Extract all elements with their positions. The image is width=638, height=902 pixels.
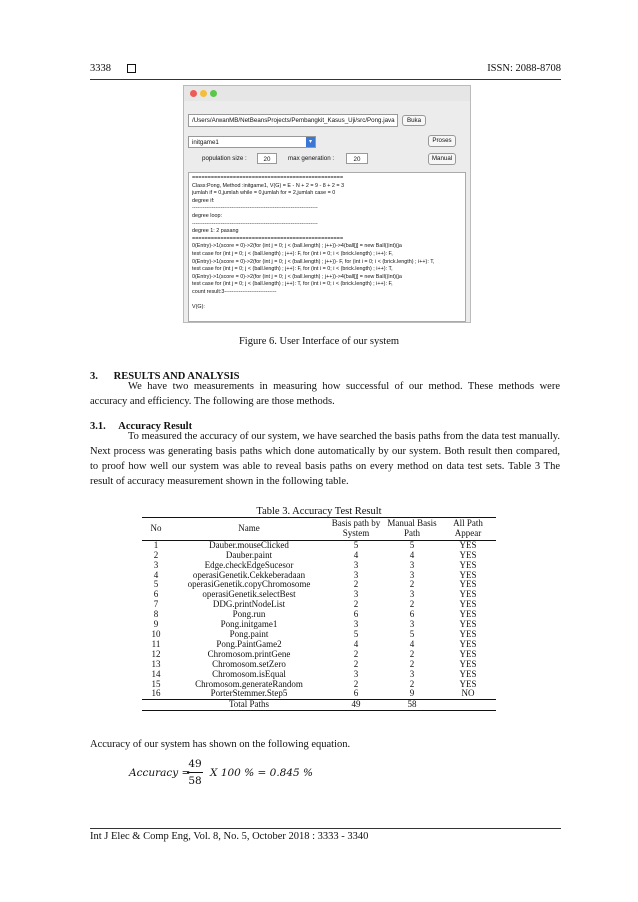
cell-manual: 5 [409,628,415,639]
subsection-paragraph: To measured the accuracy of our system, we have searched the basis paths from the data test manually. Next process was generating basis paths which done automatically by our system. Both result then compared, to proof how well our system was able to reveal basis paths on every method on data test sets. Table 3 The result of accuracy measurement shown in the following table. [90,431,560,487]
cell-no: 6 [153,589,159,600]
cell-name: Pong.PaintGame2 [216,638,282,649]
app-screenshot [183,85,471,323]
equation-denominator: 58 [188,775,202,787]
table-row [142,689,496,699]
cell-name: operasiGenetik.selectBest [202,589,296,600]
output-line: 0(Entry)->1(score = 0)->2(for (int j = 0; j < (ball.length) ; j++))- F, for (int i = 0; i < (brick.length) ; i++): T, [192,258,435,265]
cell-appear: YES [459,579,477,590]
cell-manual: 3 [409,569,415,580]
cell-appear: YES [459,589,477,600]
cell-name: Pong.run [232,609,266,620]
cell-no: 13 [151,658,161,669]
cell-system: 3 [353,569,359,580]
cell-no: 15 [151,678,161,689]
cell-system: 4 [353,638,359,649]
equation-rhs: X 100 % = 0.845 % [210,767,314,779]
checkbox-glyph-icon [119,63,136,74]
cell-no: 1 [153,539,159,550]
table-row [142,650,496,660]
cell-manual: 2 [409,678,415,689]
cell-manual: 6 [409,609,415,620]
cell-appear: YES [459,628,477,639]
table-row [142,660,496,670]
cell-name: Edge.checkEdgeSucesor [204,559,294,570]
cell-no: 2 [153,549,159,560]
cell-no: 16 [151,688,161,699]
cell-name: Dauber.mouseClicked [209,539,289,550]
subsection-heading: 3.1. Accuracy Result [90,421,193,432]
cell-no: 3 [153,559,159,570]
table-row [142,630,496,640]
cell-system: 3 [353,589,359,600]
table-row [142,640,496,650]
cell-appear: YES [459,619,477,630]
fraction-bar [187,772,203,773]
col-manual: Manual Basis Path [384,518,440,541]
table-row [142,620,496,630]
table-row [142,580,496,590]
cell-appear: YES [459,599,477,610]
cell-total-manual: 58 [384,700,440,711]
output-line: Class:Pong, Method :initgame1, V(G) = E - N + 2 = 9 - 8 + 2 = 3 [192,182,345,189]
proses-button[interactable]: Proses [428,135,456,147]
cell-name: Chromosom.printGene [207,648,291,659]
page-number: 3338 [90,63,111,74]
cell-no: 7 [153,599,159,610]
minimize-dot-icon[interactable] [200,90,207,97]
header-rule [90,79,561,80]
col-name: Name [170,518,328,541]
cell-system: 3 [353,668,359,679]
cell-no: 5 [153,579,159,590]
cell-system: 5 [353,628,359,639]
figure-caption: Figure 6. User Interface of our system [238,336,400,347]
cell-total-label: Total Paths [170,700,328,711]
cell-manual: 3 [409,668,415,679]
cell-manual: 3 [409,619,415,630]
table-row [142,540,496,550]
cell-no: 10 [151,628,161,639]
output-line: test case for (int j = 0; j < (ball.length) ; j++): F, for (int i = 0; i < (brick.length) ; i++): T, [192,266,393,273]
cell-appear: YES [459,668,477,679]
cell-manual: 3 [409,559,415,570]
table-row [142,610,496,620]
output-line: ================================================ [192,175,344,181]
issn: ISSN: 2088-8708 [487,63,561,74]
table-header-row [142,518,496,541]
section-heading: 3. RESULTS AND ANALYSIS [90,371,240,382]
output-line: count result:3----------------------------- [192,288,277,295]
file-path-input[interactable]: /Users/ArwanMB/NetBeansProjects/Pembangkit_Kasus_Uji/src/Pong.java [188,114,398,127]
cell-name: DDG.printNodeList [212,599,286,610]
cell-no: 8 [153,609,159,620]
population-label: population size : [202,155,247,162]
cell-no: 4 [153,569,159,580]
col-system: Basis path by System [328,518,384,541]
output-line: 0(Entry)->1(score = 0)->2(for (int j = 0; j < (ball.length) ; j++))->4(ball[j] = new Ball((int)(ja [192,243,402,250]
cell-system: 2 [353,599,359,610]
cell-appear: YES [459,549,477,560]
cell-system: 5 [353,539,359,550]
output-line: test case for (int j = 0; j < (ball.length) ; j++): F, for (int i = 0; i < (brick.length) ; i++): F, [192,250,393,257]
output-line: test case for (int j = 0; j < (ball.length) ; j++): T, for (int i = 0; i < (brick.length) ; i++): F, [192,281,393,288]
output-line: 0(Entry)->1(score = 0)->2(for (int j = 0; j < (ball.length) ; j++))->4(ball[j] = new Ball((int)(ja [192,273,402,280]
equation-intro: Accuracy of our system has shown on the following equation. [90,739,351,750]
cell-name: Chromosom.isEqual [212,668,286,679]
equation-numerator: 49 [188,758,202,770]
output-line: ---------------------------------------------------------------------- [192,205,318,212]
output-line [192,297,462,305]
cell-total-system: 49 [328,700,384,711]
output-textarea[interactable] [188,172,466,322]
cell-manual: 4 [409,638,415,649]
cell-appear: YES [459,638,477,649]
cell-name: Dauber.paint [225,549,273,560]
select-arrow-icon: ▾ [306,137,315,147]
cell-manual: 9 [409,688,415,699]
cell-name: Pong.paint [229,628,269,639]
cell-system: 2 [353,648,359,659]
window-titlebar [184,86,470,101]
output-line: degree 1: 2 pasang [192,228,239,235]
cell-appear: YES [459,678,477,689]
cell-manual: 2 [409,599,415,610]
cell-system: 6 [353,688,359,699]
method-selected: initgame1 [192,139,219,146]
cell-manual: 2 [409,648,415,659]
cell-name: Chromosom.setZero [212,658,286,669]
cell-appear: YES [459,658,477,669]
output-line: ---------------------------------------------------------------------- [192,220,318,227]
cell-no: 14 [151,668,161,679]
output-line: jumlah if = 0,jumlah while = 0,jumlah for = 2,jumlah case = 0 [192,190,336,197]
cell-system: 3 [353,559,359,570]
cell-appear: YES [459,559,477,570]
section-paragraph: We have two measurements in measuring how successful of our method. These methods were accuracy and efficiency. The following are those methods. [90,381,560,407]
table-total-row [142,700,496,711]
table-row [142,600,496,610]
cell-appear: NO [461,688,475,699]
cell-no: 9 [153,619,159,630]
table-row [142,551,496,561]
output-line: degree if: [192,197,215,204]
cell-name: Chromosom.generateRandom [195,678,303,689]
cell-empty [142,700,170,711]
cell-system: 4 [353,549,359,560]
cell-name: operasiGenetik.Cekkeberadaan [192,569,306,580]
generation-label: max generation : [288,155,335,162]
cell-no: 12 [151,648,161,659]
population-input[interactable]: 20 [257,153,277,164]
cell-empty [440,700,496,711]
output-line: V(G): [192,304,205,311]
cell-system: 2 [353,678,359,689]
cell-system: 3 [353,619,359,630]
buka-button[interactable]: Buka [402,115,426,126]
cell-appear: YES [459,609,477,620]
cell-appear: YES [459,539,477,550]
cell-system: 2 [353,579,359,590]
cell-no: 11 [151,638,161,649]
output-line: ================================================ [192,235,344,242]
cell-manual: 2 [409,579,415,590]
cell-name: PorterStemmer.Step5 [210,688,288,699]
close-dot-icon[interactable] [190,90,197,97]
cell-name: Pong.initgame1 [220,619,278,630]
table-row [142,590,496,600]
output-line: degree loop: [192,212,222,219]
footer-rule [90,828,561,829]
table-row [142,680,496,690]
zoom-dot-icon[interactable] [210,90,217,97]
footer-text: Int J Elec & Comp Eng, Vol. 8, No. 5, October 2018 : 3333 - 3340 [90,831,369,842]
accuracy-table [142,517,496,711]
manual-button[interactable]: Manual [428,153,456,165]
cell-manual: 4 [409,549,415,560]
col-appear: All Path Appear [440,518,496,541]
method-select[interactable] [188,136,316,148]
cell-appear: YES [459,648,477,659]
equation-lhs: Accuracy = [129,767,191,779]
cell-manual: 2 [409,658,415,669]
col-no: No [142,518,170,541]
cell-manual: 3 [409,589,415,600]
generation-input[interactable]: 20 [346,153,368,164]
cell-name: operasiGenetik.copyChromosome [187,579,311,590]
cell-manual: 5 [409,539,415,550]
table-caption: Table 3. Accuracy Test Result [256,506,382,517]
cell-system: 6 [353,609,359,620]
cell-system: 2 [353,658,359,669]
cell-appear: YES [459,569,477,580]
table-row [142,670,496,680]
